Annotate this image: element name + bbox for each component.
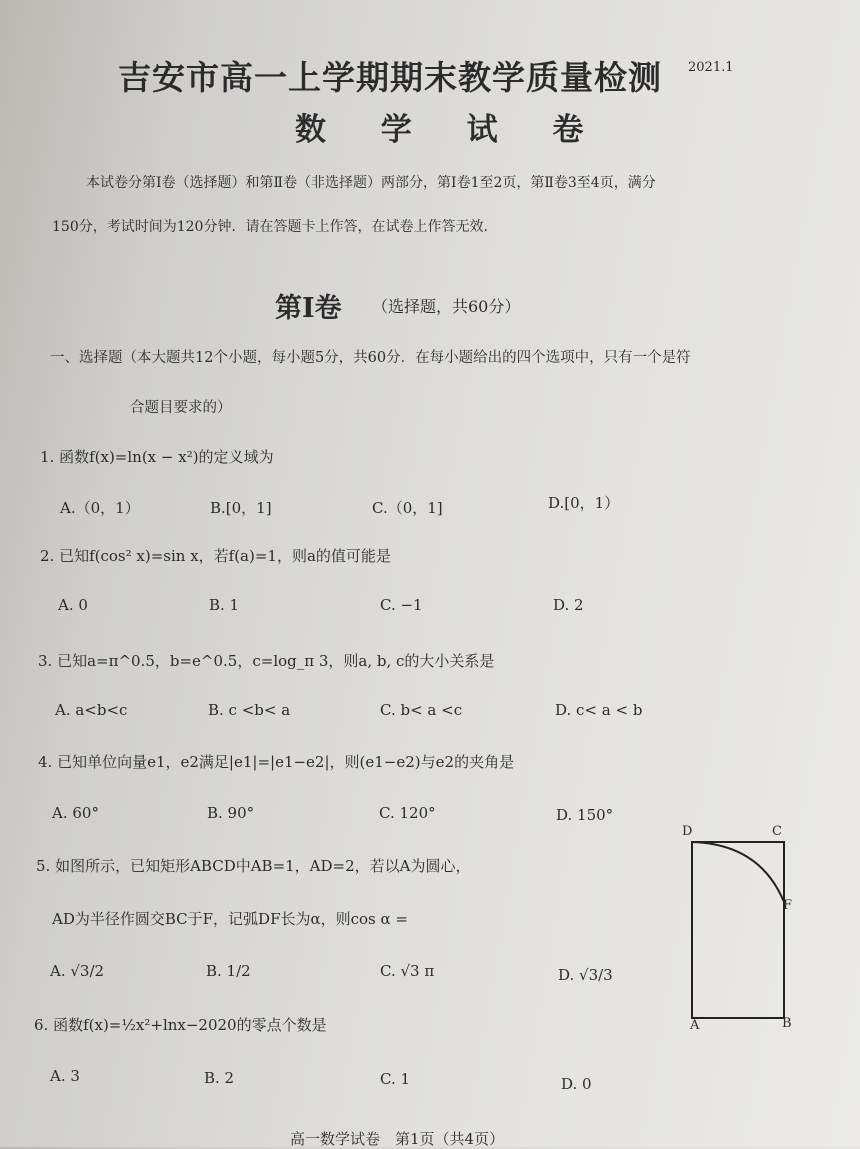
question-5-option-c: C. √3 π	[380, 962, 435, 980]
question-6-option-d: D. 0	[561, 1075, 592, 1093]
figure-label-a: A	[690, 1018, 700, 1033]
question-2-option-b: B. 1	[209, 596, 240, 614]
section-subtitle: （选择题，共60分）	[372, 297, 521, 316]
question-3-stem: 3. 已知a=π^0.5，b=e^0.5，c=log_π 3，则a, b, c的大小关系是	[38, 652, 495, 670]
question-1-stem: 1. 函数f(x)=ln(x − x²)的定义域为	[40, 448, 274, 466]
question-5-option-d: D. √3/3	[558, 966, 613, 984]
question-1-option-c: C.（0，1]	[372, 499, 443, 517]
question-5-option-a: A. √3/2	[50, 962, 105, 980]
question-5-option-b: B. 1/2	[206, 962, 251, 980]
question-1-option-a: A.（0，1）	[60, 499, 140, 517]
exam-date: 2021.1	[688, 60, 734, 75]
question-2-option-c: C. −1	[380, 596, 423, 614]
question-4-option-c: C. 120°	[379, 804, 436, 822]
question-4-option-a: A. 60°	[52, 804, 99, 822]
question-2-option-a: A. 0	[58, 596, 88, 614]
rectangle-abcd	[692, 842, 784, 1018]
section-heading-line-1: 一、选择题（本大题共12个小题，每小题5分，共60分．在每小题给出的四个选项中，只有一个是符	[50, 350, 691, 366]
question-6-stem: 6. 函数f(x)=½x²+lnx−2020的零点个数是	[34, 1016, 327, 1034]
question-4-option-d: D. 150°	[556, 806, 614, 824]
question-4-stem: 4. 已知单位向量e1，e2满足|e1|=|e1−e2|，则(e1−e2)与e2的夹角是	[38, 753, 515, 771]
question-3-option-c: C. b< a <c	[380, 701, 463, 719]
rectangle-arc-figure	[680, 822, 800, 1038]
exam-title: 吉安市高一上学期期末教学质量检测	[118, 58, 662, 97]
question-6-option-c: C. 1	[380, 1070, 411, 1088]
exam-subject: 数 学 试 卷	[295, 112, 606, 148]
figure-diagram	[680, 822, 800, 1034]
question-2-option-d: D. 2	[553, 596, 584, 614]
question-6-option-a: A. 3	[50, 1067, 80, 1085]
question-1-option-b: B.[0，1]	[210, 499, 272, 517]
figure-label-c: C	[772, 824, 782, 839]
section-heading-line-2: 合题目要求的）	[130, 400, 232, 416]
question-1-option-d: D.[0，1）	[548, 494, 620, 512]
question-3-option-a: A. a<b<c	[55, 701, 128, 719]
arc-df	[692, 842, 784, 902]
question-3-option-d: D. c< a < b	[555, 701, 643, 719]
intro-line-1: 本试卷分第Ⅰ卷（选择题）和第Ⅱ卷（非选择题）两部分，第Ⅰ卷1至2页，第Ⅱ卷3至4页，满分	[86, 175, 656, 191]
question-6-option-b: B. 2	[204, 1069, 235, 1087]
intro-line-2: 150分，考试时间为120分钟．请在答题卡上作答，在试卷上作答无效．	[52, 219, 498, 235]
figure-label-d: D	[682, 824, 693, 839]
section-title: 第Ⅰ卷	[275, 293, 342, 324]
page-footer: 高一数学试卷 第1页（共4页）	[290, 1130, 505, 1148]
question-3-option-b: B. c <b< a	[208, 701, 291, 719]
question-5-stem-line-1: 5. 如图所示，已知矩形ABCD中AB=1，AD=2，若以A为圆心，	[36, 857, 471, 875]
question-5-stem-line-2: AD为半径作圆交BC于F，记弧DF长为α，则cos α =	[52, 910, 408, 928]
figure-label-f: F	[783, 898, 793, 913]
question-4-option-b: B. 90°	[207, 804, 255, 822]
figure-label-b: B	[782, 1016, 792, 1031]
question-2-stem: 2. 已知f(cos² x)=sin x，若f(a)=1，则a的值可能是	[40, 547, 391, 565]
